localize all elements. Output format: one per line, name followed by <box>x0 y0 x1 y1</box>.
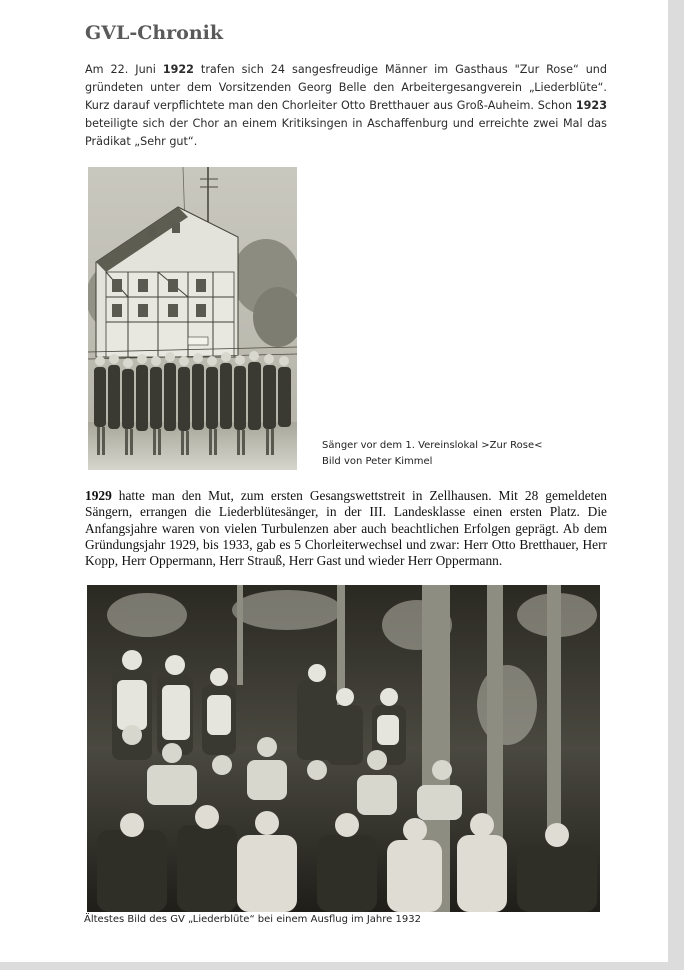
year-1929: 1929 <box>85 488 112 503</box>
photo-caption-zur-rose <box>322 438 542 470</box>
intro-text-2: trafen sich 24 sangesfreudige Männer im Gasthaus "Zur Rose“ und gründeten unter dem Vorsitzenden Georg Belle den Arbeitergesangverein „Liederblüte“. Kurz darauf verpflichtete man den Chorleiter Otto Bretthauer aus Groß-Auheim. Schon <box>85 63 607 112</box>
photo-caption-line-1: Sänger vor dem 1. Vereinslokal >Zur Rose< <box>322 440 543 451</box>
photo-caption-line-2: Bild von Peter Kimmel <box>322 456 433 467</box>
year-1923: 1923 <box>575 99 607 112</box>
intro-paragraph <box>85 61 607 151</box>
photo-group-outing-1932 <box>87 585 600 912</box>
page-title: GVL-Chronik <box>85 22 224 44</box>
photo-singers-zur-rose <box>88 167 297 470</box>
year-1922: 1922 <box>162 63 194 76</box>
history-paragraph <box>85 488 607 569</box>
history-text: hatte man den Mut, zum ersten Gesangswettstreit in Zellhausen. Mit 28 gemeldeten Sängern, errangen die Liederblütesänger, in der III. Landesklasse einen ersten Platz. Die Anfangsjahre waren von vielen Turbulenzen aber auch beachtlichen Erfolgen geprägt. Ab dem Gründungsjahr 1929, bis 1933, gab es 5 Chorleiterwechsel und zwar: Herr Otto Bretthauer, Herr Kopp, Herr Oppermann, Herr Strauß, Herr Gast und wieder Herr Oppermann. <box>85 488 607 569</box>
photo-caption-outing: Ältestes Bild des GV „Liederblüte“ bei einem Ausflug im Jahre 1932 <box>84 914 421 925</box>
intro-text-1: Am 22. Juni <box>85 63 163 76</box>
intro-text-3: beteiligte sich der Chor an einem Kritiksingen in Aschaffenburg und erreichte zwei Mal das Prädikat „Sehr gut“. <box>85 117 607 148</box>
